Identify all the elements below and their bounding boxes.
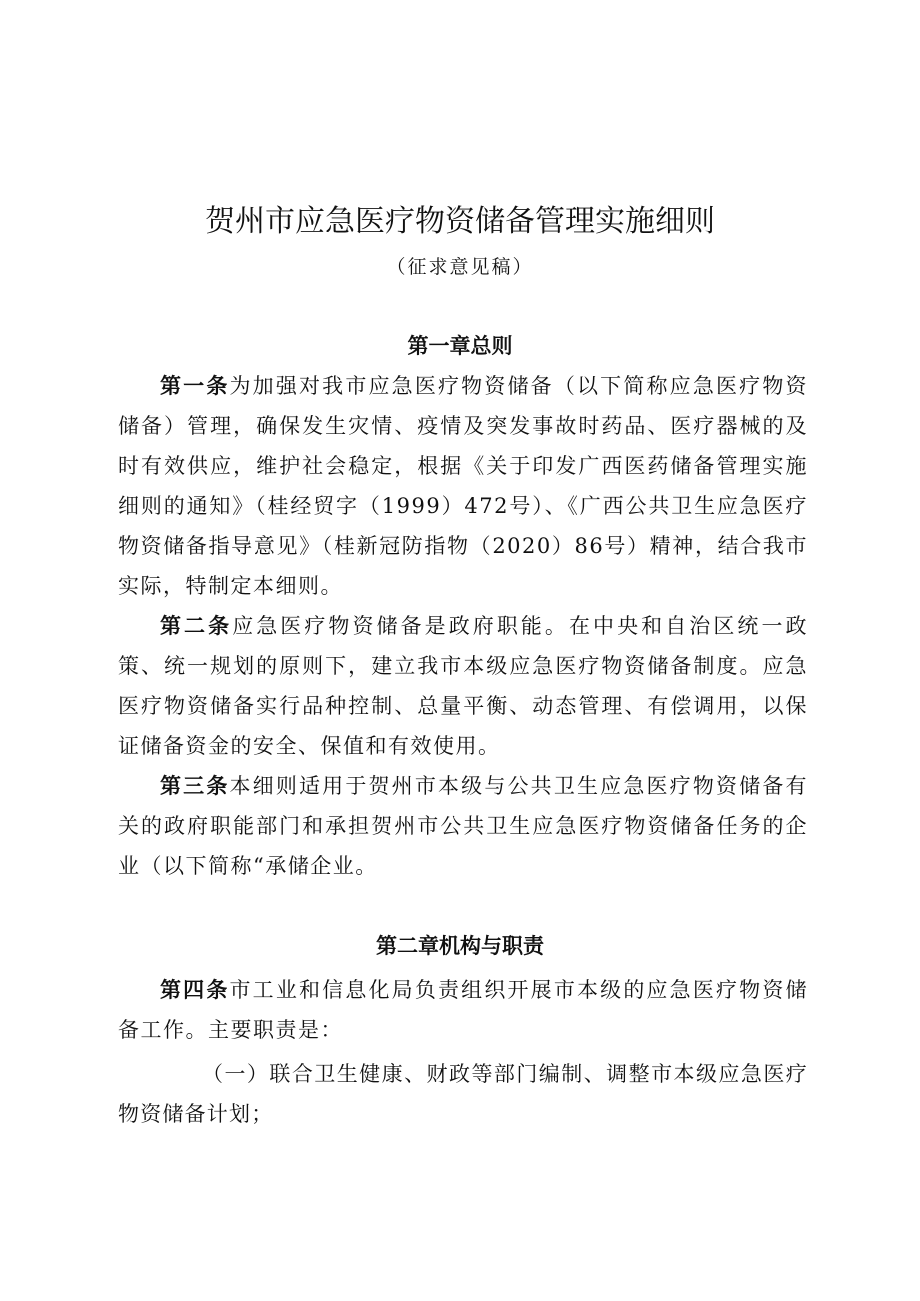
chapter-heading-1: 第一章总则 (407, 334, 513, 358)
document-title: 贺州市应急医疗物资储备管理实施细则 (205, 204, 715, 239)
article-4 (118, 970, 808, 1050)
list-item: （一）联合卫生健康、财政等部门编制、调整市本级应急医疗物资储备计划； (118, 1062, 808, 1126)
article-3 (118, 766, 808, 886)
article-2 (118, 606, 808, 766)
article-label: 第四条 (160, 978, 230, 1002)
article-text: 应急医疗物资储备是政府职能。在中央和自治区统一政策、统一规划的原则下，建立我市本级应急医疗物资储备制度。应急医疗物资储备实行品种控制、总量平衡、动态管理、有偿调用，以保证储备资金的安全、保值和有效使用。 (118, 614, 809, 758)
article-label: 第一条 (160, 374, 230, 398)
chapter-heading-2: 第二章机构与职责 (376, 934, 544, 958)
article-label: 第二条 (160, 614, 233, 638)
article-label: 第三条 (160, 774, 230, 798)
document-subtitle: （征求意见稿） (386, 256, 534, 278)
article-text: 本细则适用于贺州市本级与公共卫生应急医疗物资储备有关的政府职能部门和承担贺州市公共卫生应急医疗物资储备任务的企业（以下简称“承储企业。 (118, 774, 808, 878)
article-text: 市工业和信息化局负责组织开展市本级的应急医疗物资储备工作。主要职责是： (118, 978, 808, 1042)
article-text: 为加强对我市应急医疗物资储备（以下简称应急医疗物资储备）管理，确保发生灾情、疫情及突发事故时药品、医疗器械的及时有效供应，维护社会稳定，根据《关于印发广西医药储备管理实施细则的通知》（桂经贸字（1999）472号）、《广西公共卫生应急医疗物资储备指导意见》（桂新冠防指物（2020）86号）精神，结合我市实际，特制定本细则。 (118, 374, 808, 598)
article-1 (118, 366, 808, 606)
